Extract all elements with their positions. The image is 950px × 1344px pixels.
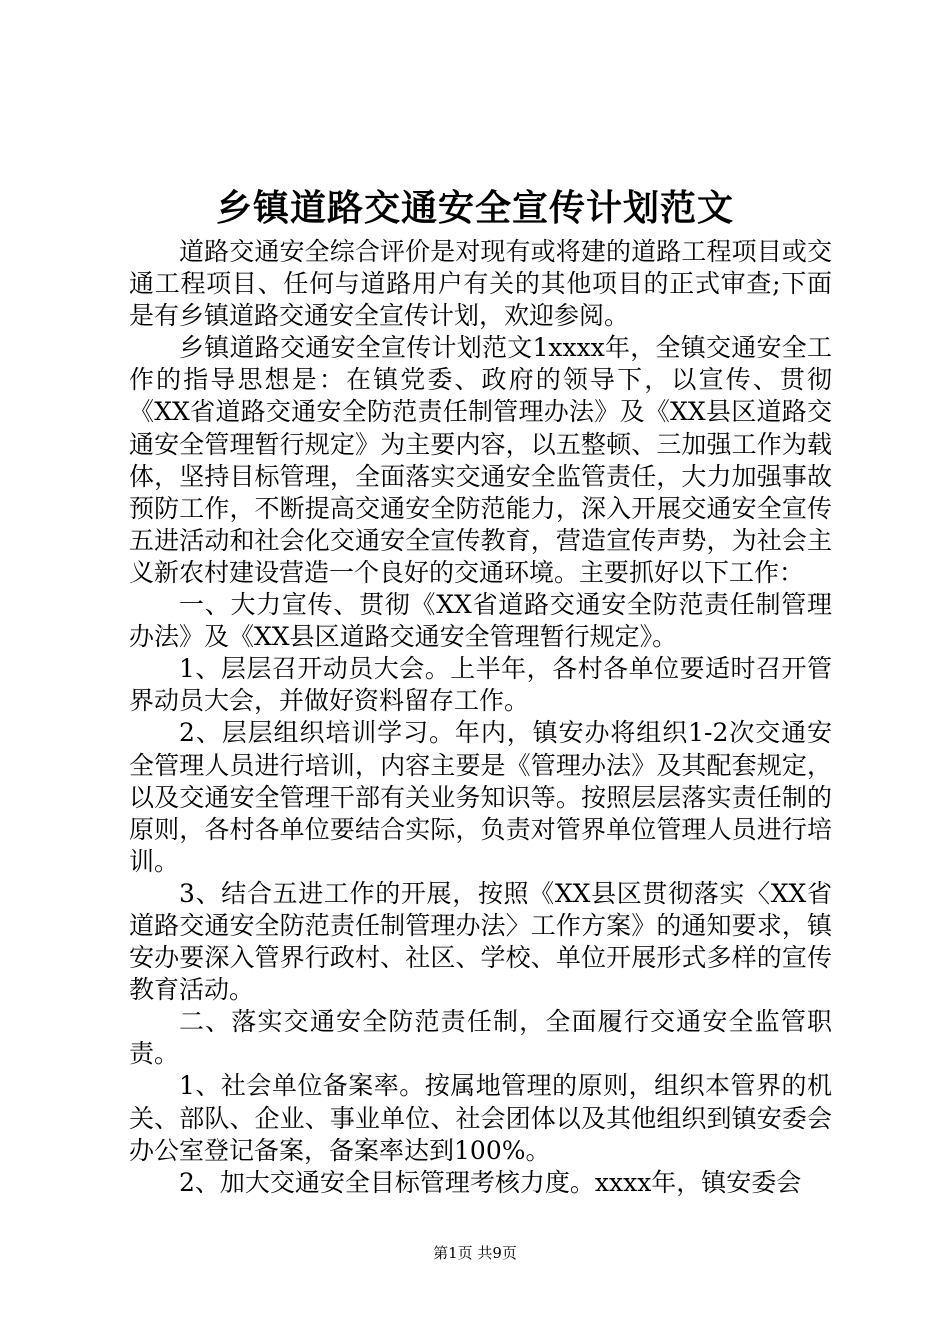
paragraph: 一、大力宣传、贯彻《XX省道路交通安全防范责任制管理办法》及《XX县区道路交通安全管理暂行规定》。 <box>129 590 832 652</box>
page-number-footer: 第1页 共9页 <box>433 1244 517 1262</box>
document-title: 乡镇道路交通安全宣传计划范文 <box>215 188 734 229</box>
paragraph: 1、层层召开动员大会。上半年，各村各单位要适时召开管界动员大会，并做好资料留存工作。 <box>129 654 832 716</box>
paragraph: 二、落实交通安全防范责任制，全面履行交通安全监管职责。 <box>129 1007 832 1069</box>
document-body <box>129 236 832 1199</box>
paragraph: 乡镇道路交通安全宣传计划范文1xxxx年，全镇交通安全工作的指导思想是：在镇党委、政府的领导下，以宣传、贯彻《XX省道路交通安全防范责任制管理办法》及《XX县区道路交通安全管理暂行规定》为主要内容，以五整顿、三加强工作为载体，坚持目标管理，全面落实交通安全监管责任，大力加强事故预防工作，不断提高交通安全防范能力，深入开展交通安全宣传五进活动和社会化交通安全宣传教育，营造宣传声势，为社会主义新农村建设营造一个良好的交通环境。主要抓好以下工作： <box>129 333 832 587</box>
paragraph: 2、层层组织培训学习。年内，镇安办将组织1-2次交通安全管理人员进行培训，内容主要是《管理办法》及其配套规定，以及交通安全管理干部有关业务知识等。按照层层落实责任制的原则，各村各单位要结合实际，负责对管界单位管理人员进行培训。 <box>129 718 832 876</box>
paragraph: 2、加大交通安全目标管理考核力度。xxxx年，镇安委会 <box>179 1167 802 1197</box>
paragraph: 道路交通安全综合评价是对现有或将建的道路工程项目或交通工程项目、任何与道路用户有关的其他项目的正式审查;下面是有乡镇道路交通安全宣传计划，欢迎参阅。 <box>129 237 832 331</box>
paragraph: 3、结合五进工作的开展，按照《XX县区贯彻落实〈XX省道路交通安全防范责任制管理办法〉工作方案》的通知要求，镇安办要深入管界行政村、社区、学校、单位开展形式多样的宣传教育活动。 <box>129 878 832 1005</box>
paragraph: 1、社会单位备案率。按属地管理的原则，组织本管界的机关、部队、企业、事业单位、社会团体以及其他组织到镇安委会办公室登记备案，备案率达到100%。 <box>129 1071 832 1165</box>
